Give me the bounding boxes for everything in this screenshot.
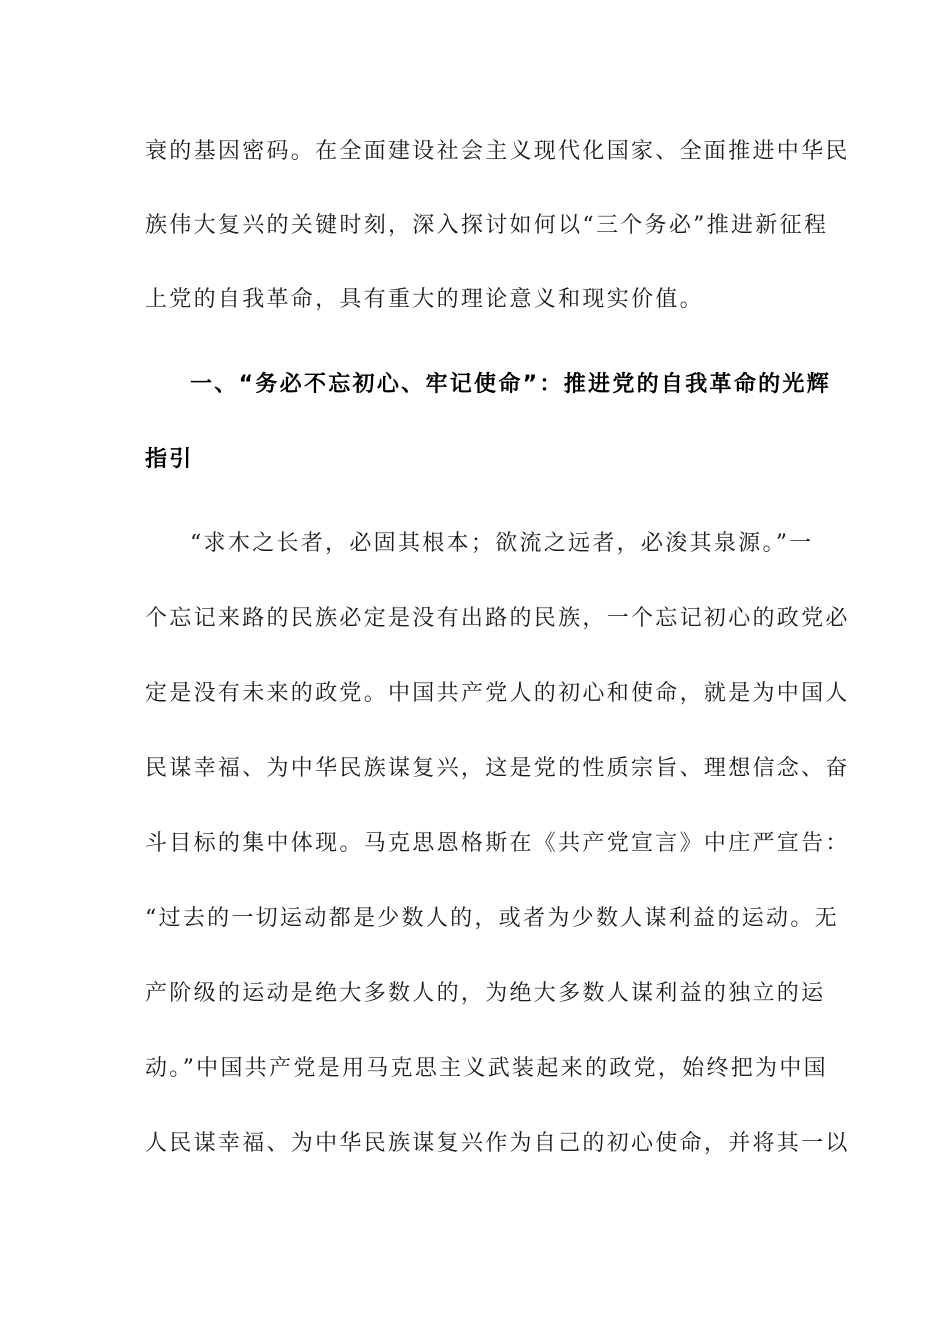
body-line-8: 动。”中国共产党是用马克思主义武装起来的政党，始终把为中国 xyxy=(145,1056,828,1081)
body-line-6: “过去的一切运动都是少数人的，或者为少数人谋利益的运动。无 xyxy=(145,906,839,931)
intro-line-1: 衰的基因密码。在全面建设社会主义现代化国家、全面推进中华民 xyxy=(145,139,850,164)
body-line-3: 定是没有未来的政党。中国共产党人的初心和使命，就是为中国人 xyxy=(145,681,850,706)
body-line-4: 民谋幸福、为中华民族谋复兴，这是党的性质宗旨、理想信念、奋 xyxy=(145,756,850,781)
body-line-9: 人民谋幸福、为中华民族谋复兴作为自己的初心使命，并将其一以 xyxy=(145,1131,850,1156)
body-line-7: 产阶级的运动是绝大多数人的，为绝大多数人谋利益的独立的运 xyxy=(145,981,826,1006)
intro-line-2: 族伟大复兴的关键时刻，深入探讨如何以“三个务必”推进新征程 xyxy=(145,213,829,238)
intro-line-3: 上党的自我革命，具有重大的理论意义和现实价值。 xyxy=(145,287,704,312)
body-line-5: 斗目标的集中体现。马克思恩格斯在《共产党宣言》中庄严宣告： xyxy=(145,831,850,856)
section-heading-line-1: 一、“务必不忘初心、牢记使命”：推进党的自我革命的光辉 xyxy=(190,372,832,397)
body-line-2: 个忘记来路的民族必定是没有出路的民族，一个忘记初心的政党必 xyxy=(145,606,850,631)
section-heading-line-2: 指引 xyxy=(145,447,194,472)
body-line-1: “求木之长者，必固其根本；欲流之远者，必浚其泉源。”一 xyxy=(190,531,814,556)
